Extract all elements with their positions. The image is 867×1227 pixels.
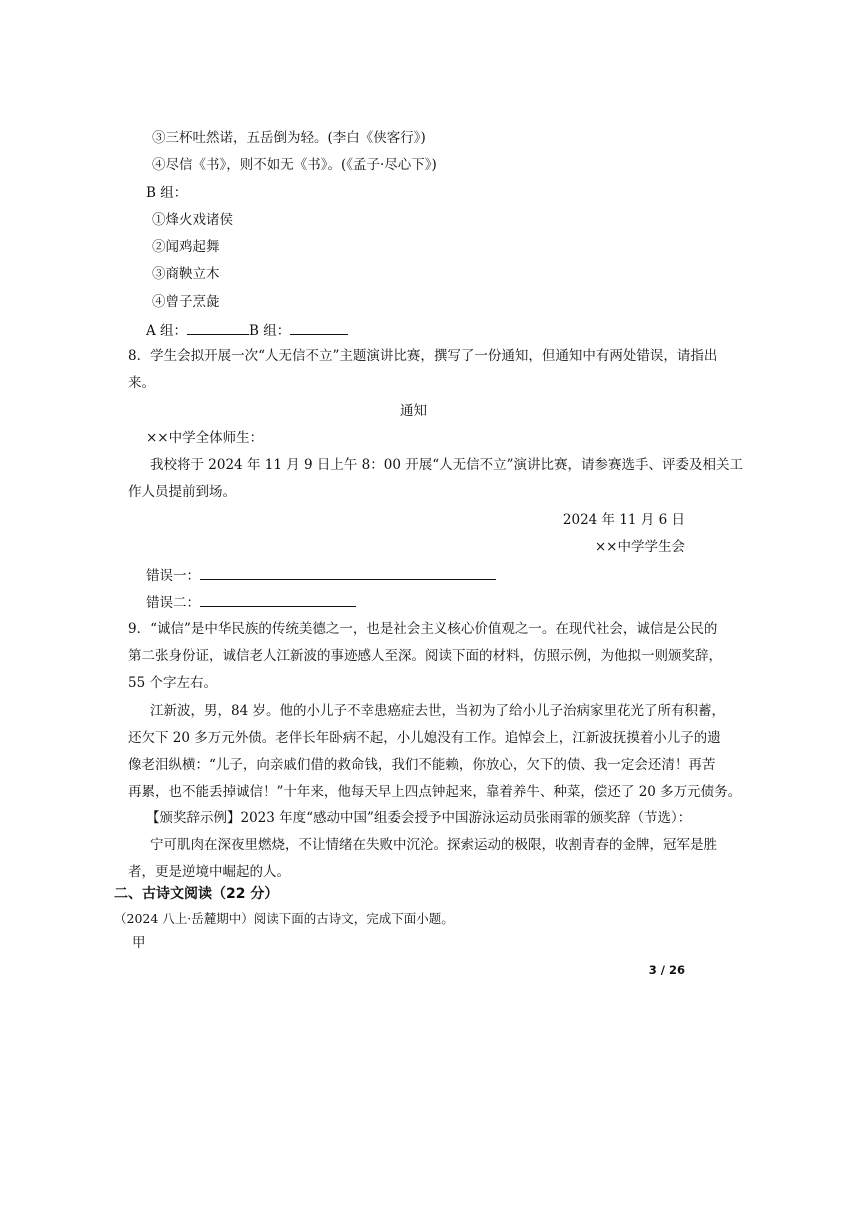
notice-body-1: 我校将于 2024 年 11 月 9 日上午 8：00 开展“人无信不立”演讲比赛，请参赛选手、评委及相关工 — [150, 457, 744, 473]
notice-title: 通知 — [400, 403, 427, 419]
section-heading: 二、古诗文阅读（22 分） — [114, 886, 279, 902]
group-a-item-4: ④尽信《书》，则不如无《书》。(《孟子·尽心下》) — [152, 157, 437, 173]
error-1-blank[interactable] — [200, 565, 496, 580]
section-source: （2024 八上·岳麓期中）阅读下面的古诗文，完成下面小题。 — [114, 911, 454, 926]
error-2-label: 错误二： — [146, 595, 200, 611]
notice-signature: ××中学学生会 — [594, 539, 685, 555]
example-intro: 【颁奖辞示例】2023 年度“感动中国”组委会授予中国游泳运动员张雨霏的颁奖辞（节选）： — [146, 810, 692, 826]
jia-label: 甲 — [132, 935, 146, 951]
q8-line-1: 8．学生会拟开展一次“人无信不立”主题演讲比赛，撰写了一份通知，但通知中有两处错误，请指出 — [128, 348, 718, 364]
answer-line — [146, 320, 348, 340]
group-b-item-2: ②闻鸡起舞 — [152, 239, 220, 255]
group-b-item-1: ①烽火戏诸侯 — [152, 212, 233, 228]
material-line-1: 江新波，男，84 岁。他的小儿子不幸患癌症去世，当初为了给小儿子治病家里花光了所有积蓄， — [150, 703, 725, 719]
a-group-blank[interactable] — [187, 320, 249, 335]
notice-body-2: 作人员提前到场。 — [128, 484, 236, 500]
notice-date: 2024 年 11 月 6 日 — [562, 512, 685, 528]
q9-line-3: 55 个字左右。 — [128, 675, 217, 691]
notice-salutation: ××中学全体师生： — [146, 430, 264, 446]
a-group-label: A 组： — [146, 323, 188, 339]
group-b-item-3: ③商鞅立木 — [152, 266, 220, 282]
example-line-2: 者，更是逆境中崛起的人。 — [128, 864, 290, 880]
material-line-2: 还欠下 20 多万元外债。老伴长年卧病不起，小儿媳没有工作。追悼会上，江新波抚摸着小儿子的遗 — [128, 730, 721, 746]
material-line-3: 像老泪纵横：“儿子，向亲戚们借的救命钱，我们不能赖，你放心，欠下的债、我一定会还清！再苦 — [128, 757, 716, 773]
group-a-item-3: ③三杯吐然诺，五岳倒为轻。(李白《侠客行》) — [152, 130, 426, 146]
q9-line-2: 第二张身份证，诚信老人江新波的事迹感人至深。阅读下面的材料，仿照示例，为他拟一则颁奖辞， — [128, 648, 722, 664]
q9-line-1: 9．“诚信”是中华民族的传统美德之一，也是社会主义核心价值观之一。在现代社会，诚信是公民的 — [128, 621, 718, 637]
b-group-label: B 组： — [249, 323, 291, 339]
group-b-label: B 组： — [146, 185, 188, 201]
example-line-1: 宁可肌肉在深夜里燃烧，不让情绪在失败中沉沦。探索运动的极限，收割青春的金牌，冠军是胜 — [150, 837, 717, 853]
b-group-blank[interactable] — [290, 320, 348, 335]
q8-line-2: 来。 — [128, 375, 155, 391]
group-b-item-4: ④曾子烹彘 — [152, 294, 220, 310]
error-1-label: 错误一： — [146, 568, 200, 584]
error-1-line — [146, 565, 496, 585]
error-2-line — [146, 592, 356, 612]
material-line-4: 再累，也不能丢掉诚信！”十年来，他每天早上四点钟起来，靠着养牛、种菜，偿还了 20 多万元债务。 — [128, 784, 742, 800]
page-number: 3 / 26 — [648, 963, 685, 977]
error-2-blank[interactable] — [200, 592, 356, 607]
